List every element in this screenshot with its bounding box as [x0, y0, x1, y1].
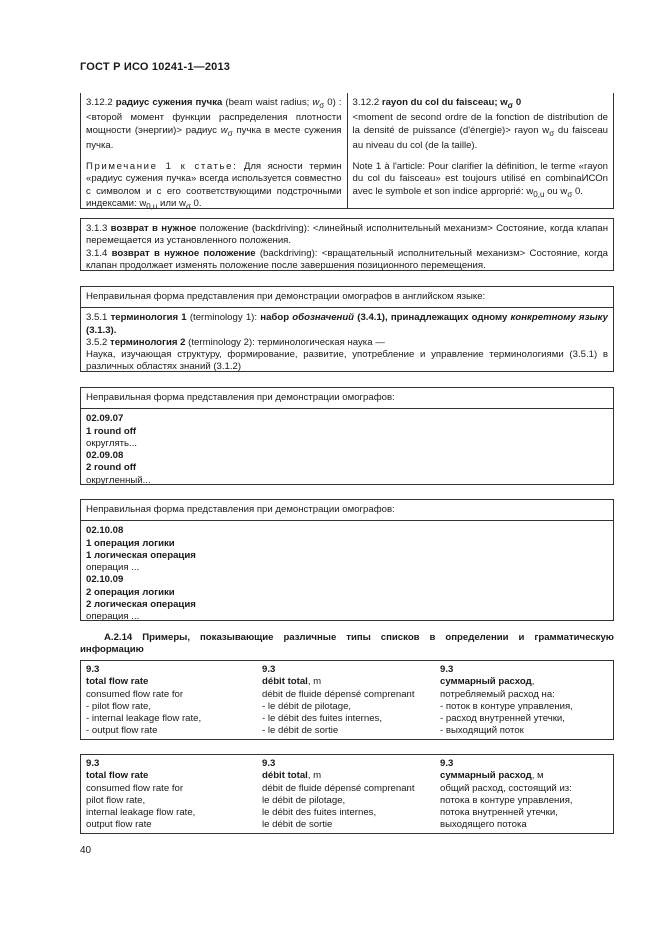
entry-line: потока внутренней утечки,	[440, 807, 558, 819]
note-text: 0.	[190, 197, 202, 209]
note-text: или w	[157, 197, 186, 209]
page-number: 40	[80, 845, 92, 856]
entry-lines	[440, 783, 608, 832]
english-column	[81, 755, 257, 833]
entry-text: (terminology 2): терминологическая наука —	[185, 336, 385, 348]
entry-term: 0	[513, 97, 522, 108]
entry-line: débit de fluide dépensé comprenant	[262, 688, 415, 700]
entry-term: терминология 1	[110, 312, 187, 324]
terminology-box	[80, 286, 614, 372]
note-text: ou w	[544, 185, 568, 197]
entry-text: (terminology 1):	[186, 312, 261, 324]
list-heading-line: 02.10.09	[86, 574, 124, 586]
french-entry	[347, 93, 614, 208]
symbol-subscript: 0,u	[533, 189, 545, 199]
russian-column	[435, 755, 613, 833]
entry-number: 3.5.2	[86, 336, 111, 348]
entry-line: - поток в контуре управления,	[440, 700, 573, 712]
list-heading-line: 1 логическая операция	[86, 549, 196, 561]
entry-term: возврат в нужное	[110, 223, 197, 234]
section-heading	[80, 632, 614, 657]
entry-line: - pilot flow rate,	[86, 700, 152, 712]
list-text-line: округлять...	[86, 437, 138, 449]
symbol: w	[220, 124, 228, 136]
homograph-list	[81, 409, 613, 491]
entry-text: положение (backdriving): <линейный исполнительный механизм> Состояние, когда клапан перемещается из установленного положения.	[86, 223, 609, 247]
entry-line: общий расход, состоящий из:	[440, 782, 572, 794]
bilingual-entry-box	[80, 93, 614, 209]
entry-term: возврат в нужное положение	[111, 247, 256, 259]
entry-number: 9.3	[440, 664, 454, 675]
list-example-table-2	[80, 754, 614, 834]
entry-text: обозначений	[292, 312, 355, 324]
entry-lines	[86, 783, 252, 832]
entry-text: 0) : <второй момент функции распределения плотности мощности (энергии)> радиус	[86, 97, 342, 136]
grammar-info: , m	[307, 770, 322, 782]
entry-number: 9.3	[440, 758, 454, 769]
russian-entry	[81, 93, 347, 211]
box-header: Неправильная форма представления при демонстрации омографов:	[81, 388, 613, 409]
entry-line: потребляемый расход на:	[440, 688, 555, 700]
symbol-subscript: σ	[549, 128, 555, 138]
note-text: Для ясности термин «радиус сужения пучка» всегда используется совместно с символом и с его соответствующими подстрочными индексами: w	[86, 161, 342, 209]
entry-lines	[262, 783, 430, 832]
entry-number: 3.12.2	[86, 97, 113, 108]
entry-text: (3.1.3).	[86, 324, 117, 336]
list-text-line: округленный...	[86, 474, 151, 486]
note-text: Note 1 à l'article: Pour clarifier la définition, le terme «rayon du col du faisceau» est toujours utilisé en combinaИСОn avec le symbole et son indice approprié: w	[352, 161, 608, 197]
entry-line: output flow rate	[86, 819, 152, 831]
french-column	[257, 661, 435, 739]
entry-line: débit de fluide dépensé comprenant	[262, 782, 415, 794]
section-title: Примеры, показывающие различные типы списков в определении и грамматическую информацию	[80, 632, 614, 656]
list-heading-line: 2 операция логики	[86, 586, 175, 598]
french-column	[257, 755, 435, 833]
russian-column	[435, 661, 613, 739]
entry-number: 9.3	[262, 758, 276, 769]
entry-lines	[440, 689, 608, 738]
homograph-list	[81, 521, 613, 627]
entry-line: - расход внутренней утечки,	[440, 713, 565, 725]
entry-text: конкретному языку	[510, 312, 608, 324]
entry-text: <moment de second ordre de la fonction de distribution de la densité de puissance (d'énergie)> rayon w	[352, 112, 608, 136]
english-column	[81, 661, 257, 739]
list-heading-line: 1 round off	[86, 425, 137, 437]
symbol-subscript: σ	[319, 100, 325, 110]
entry-line: consumed flow rate for	[86, 782, 184, 794]
entry-text: Наука, изучающая структуру, формирование, развитие, употребление и управление терминологиями (3.5.1) в различных областях знаний (3.1.2)	[86, 349, 608, 373]
entry-term: терминология 2	[110, 336, 186, 348]
entry-line: pilot flow rate,	[86, 794, 146, 806]
entry-line: - выходящий поток	[440, 725, 524, 737]
entry-text: (beam waist radius;	[222, 97, 313, 108]
list-text-line: операция ...	[86, 611, 140, 623]
entry-line: - le débit des fuites internes,	[262, 713, 382, 725]
note-text: 0.	[572, 185, 583, 197]
list-heading-line: 2 round off	[86, 462, 137, 474]
symbol-subscript: σ	[567, 189, 573, 199]
logic-operation-box	[80, 499, 614, 621]
entry-number: 9.3	[262, 664, 276, 675]
symbol-subscript: 0,u	[146, 201, 158, 211]
entry-number: 3.1.3	[86, 223, 111, 234]
entry-text: (backdriving): <вращательный исполнительный механизм> Состояние, когда клапан продолжает изменять положение после завершения позиционного перемещения.	[86, 247, 608, 271]
entry-term: суммарный расход	[440, 770, 532, 782]
entry-term: total flow rate	[86, 676, 149, 688]
entry-line: потока в контуре управления,	[440, 794, 573, 806]
entry-number: 9.3	[86, 664, 100, 675]
entry-text: (3.4.1), принадлежащих одному	[354, 312, 511, 324]
list-heading-line: 2 логическая операция	[86, 599, 196, 611]
entry-text: набор	[260, 312, 293, 324]
entry-number: 3.1.4	[86, 247, 112, 259]
symbol-subscript: σ	[507, 100, 514, 110]
entry-line: consumed flow rate for	[86, 688, 184, 700]
entry-term: rayon du col du faisceau; w	[381, 97, 508, 108]
entry-line: выходящего потока	[440, 819, 527, 831]
entry-lines	[86, 689, 252, 738]
entry-line: internal leakage flow rate,	[86, 807, 196, 819]
entry-term: débit total	[262, 770, 308, 782]
entry-line: - internal leakage flow rate,	[86, 713, 202, 725]
symbol-subscript: σ	[185, 201, 191, 211]
round-off-box	[80, 387, 614, 485]
entry-number: 3.5.1	[86, 312, 111, 324]
entry-number: 3.12.2	[352, 97, 380, 108]
grammar-info: , м	[531, 770, 544, 782]
note-label: Примечание 1 к статье:	[86, 161, 238, 172]
list-text-line: операция ...	[86, 562, 140, 574]
entry-text: du faisceau au niveau du col (de la taille).	[352, 124, 608, 151]
entry-term: débit total	[262, 676, 308, 688]
entry-term: суммарный расход	[440, 676, 532, 688]
entry-term: total flow rate	[86, 770, 149, 782]
list-example-table-1	[80, 660, 614, 740]
list-heading-line: 1 операция логики	[86, 537, 175, 549]
entry-line: - le débit de pilotage,	[262, 700, 352, 712]
entry-line: - le débit de sortie	[262, 725, 339, 737]
entry-text: пучка в месте сужения пучка.	[86, 124, 342, 151]
box-header: Неправильная форма представления при демонстрации омографов в английском языке:	[81, 287, 613, 308]
list-heading-line: 02.10.08	[86, 525, 124, 537]
standard-id: ГОСТ Р ИСО 10241-1—2013	[80, 61, 231, 73]
backdriving-box	[80, 218, 614, 271]
entry-line: - output flow rate	[86, 725, 158, 737]
list-heading-line: 02.09.08	[86, 450, 124, 462]
grammar-info: , m	[307, 676, 322, 688]
list-heading-line: 02.09.07	[86, 413, 124, 425]
entry-line: le débit de pilotage,	[262, 794, 346, 806]
entry-line: le débit de sortie	[262, 819, 333, 831]
entry-term: радиус сужения пучка	[115, 97, 223, 108]
box-header: Неправильная форма представления при демонстрации омографов:	[81, 500, 613, 521]
entry-number: 9.3	[86, 758, 100, 769]
symbol: w	[312, 97, 320, 108]
grammar-info: ,	[531, 676, 535, 688]
symbol-subscript: σ	[227, 128, 233, 138]
section-number: А.2.14	[104, 632, 133, 643]
entry-line: le débit des fuites internes,	[262, 807, 377, 819]
entry-lines	[262, 689, 430, 738]
